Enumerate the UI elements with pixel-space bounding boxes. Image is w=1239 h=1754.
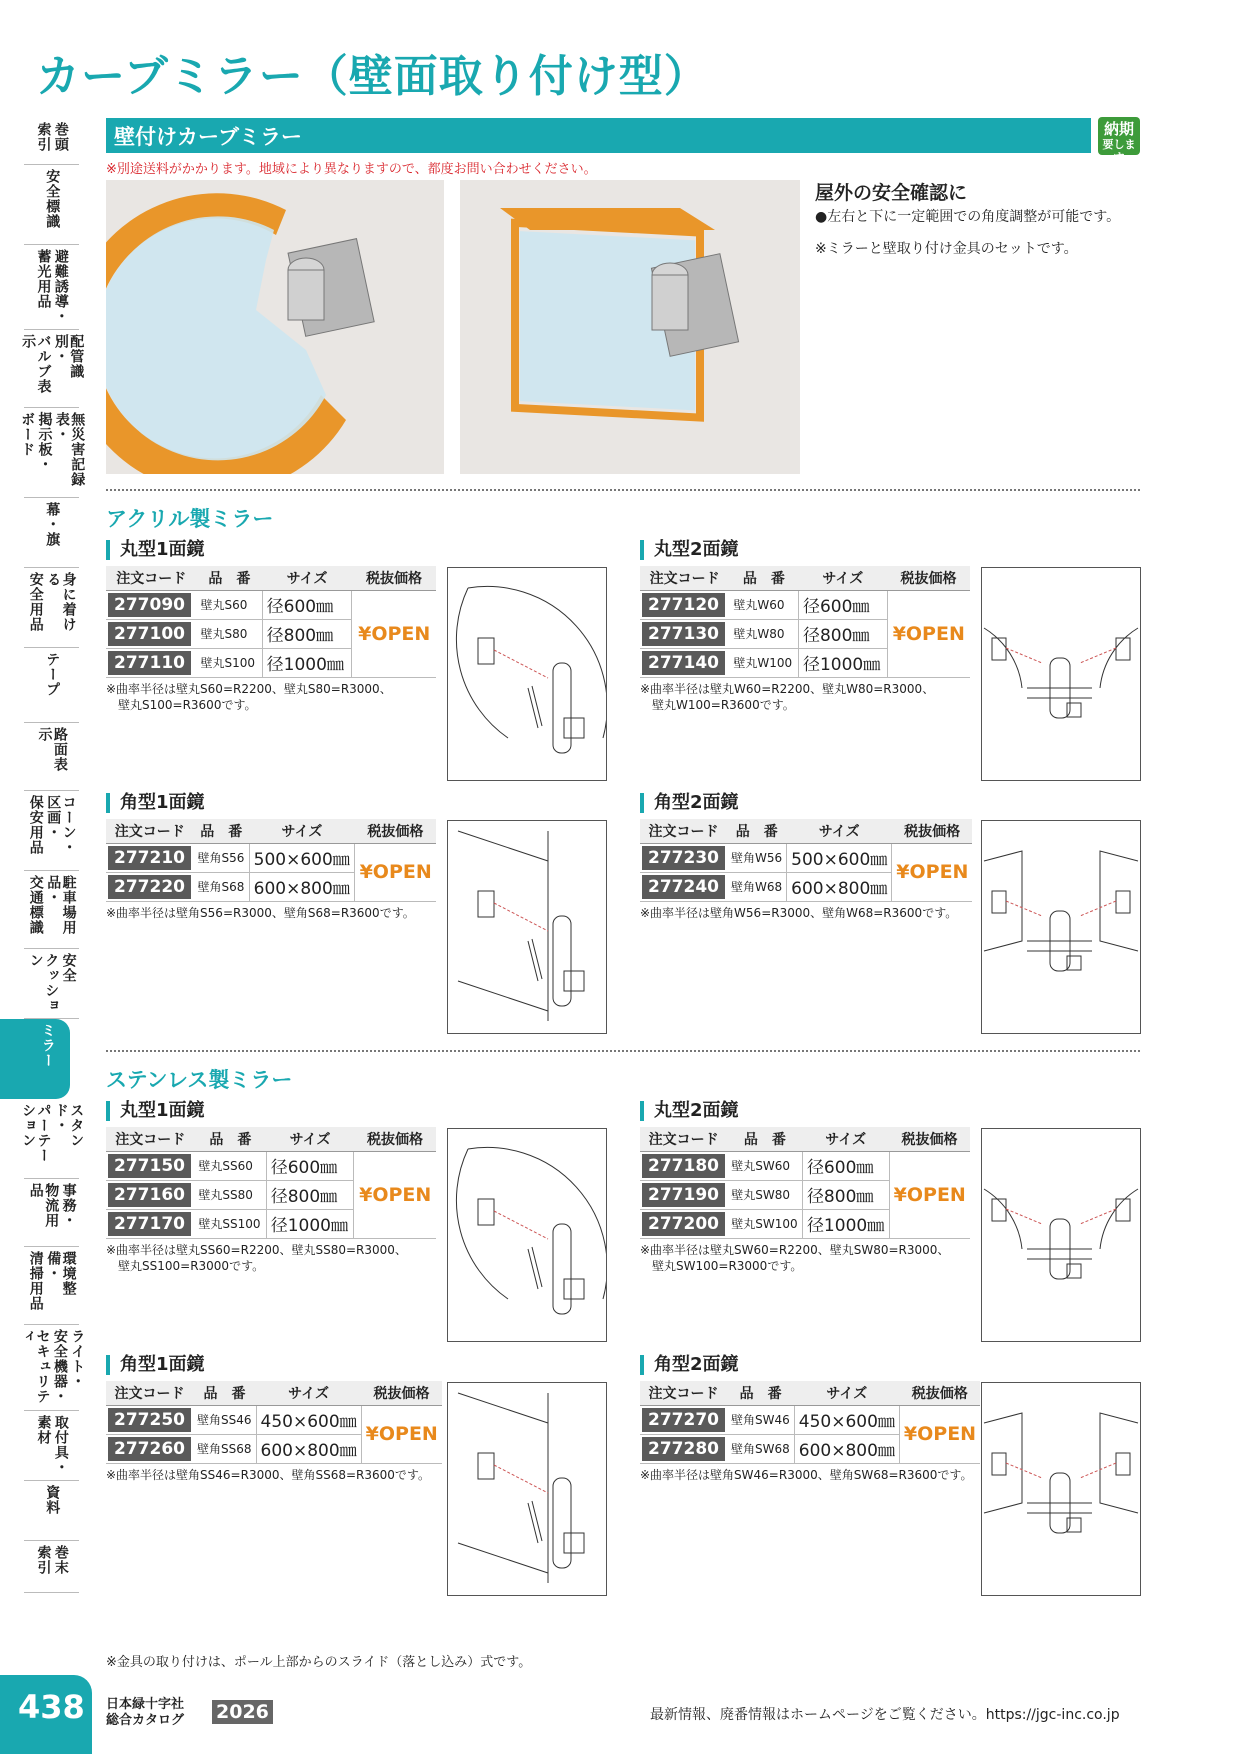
- mounting-diagram: [981, 567, 1141, 781]
- mounting-diagram: [447, 820, 607, 1034]
- column-header-size: サイズ: [787, 819, 892, 843]
- model-number: 壁丸S80: [197, 619, 263, 648]
- size-value: 径1000㎜: [802, 1209, 889, 1238]
- curvature-note: ※曲率半径は壁丸S60=R2200、壁丸S80=R3000、: [106, 681, 392, 696]
- delivery-badge-line1: 納期: [1103, 120, 1134, 138]
- section-title: 壁付けカーブミラー: [106, 118, 1091, 153]
- sidebar-item[interactable]: [24, 871, 79, 949]
- sidebar-item-label: 路面表示: [36, 727, 68, 772]
- sidebar-item-label: 安全: [60, 953, 77, 983]
- curvature-note: ※曲率半径は壁角S56=R3000、壁角S68=R3600です。: [106, 905, 415, 920]
- model-number: 壁丸SS100: [194, 1209, 266, 1238]
- table-row: [640, 843, 972, 872]
- sidebar-item-label: 安全機器・: [51, 1329, 68, 1404]
- model-number: 壁丸W80: [729, 619, 798, 648]
- sidebar-item-label: テープ: [44, 652, 61, 697]
- mounting-diagram: [447, 567, 607, 781]
- column-header-size: サイズ: [249, 819, 355, 843]
- sidebar-item-label: 蓄光用品: [35, 249, 52, 309]
- curvature-note: ※曲率半径は壁丸SS60=R2200、壁丸SS80=R3000、: [106, 1242, 407, 1257]
- column-header-model: 品 番: [727, 819, 787, 843]
- model-number: 壁角SS46: [193, 1405, 256, 1434]
- order-code: 277180: [642, 1154, 725, 1178]
- column-header-code: 注文コード: [106, 1381, 193, 1405]
- column-header-model: 品 番: [729, 566, 798, 590]
- model-number: 壁丸S100: [197, 648, 263, 677]
- sidebar-item[interactable]: [24, 165, 79, 245]
- column-header-size: サイズ: [266, 1127, 354, 1151]
- sidebar-item-label: 配管識別・: [52, 334, 85, 379]
- column-header-model: 品 番: [194, 1127, 266, 1151]
- spec-table: [640, 566, 970, 678]
- sidebar-item-label: ボード: [19, 412, 36, 457]
- size-value: 600×800㎜: [794, 1434, 899, 1463]
- order-code: 277260: [108, 1437, 191, 1461]
- model-number: 壁丸SS60: [194, 1151, 266, 1180]
- page-title: カーブミラー（壁面取り付け型）: [36, 51, 709, 102]
- size-value: 径800㎜: [266, 1180, 354, 1209]
- curvature-note: 壁丸S100=R3600です。: [106, 697, 257, 712]
- size-value: 500×600㎜: [787, 843, 892, 872]
- mounting-diagram: [447, 1382, 607, 1596]
- sidebar-item-label: 事務・: [60, 1183, 77, 1228]
- spec-table: [640, 1127, 970, 1239]
- catalog-year: 2026: [212, 1700, 273, 1724]
- model-number: 壁丸W100: [729, 648, 798, 677]
- sidebar-item[interactable]: [24, 1481, 79, 1541]
- model-number: 壁丸SS80: [194, 1180, 266, 1209]
- sidebar-item-label: 資料: [44, 1485, 61, 1515]
- model-number: 壁丸SW80: [727, 1180, 802, 1209]
- catalog-line1: 日本緑十字社: [106, 1697, 185, 1712]
- model-number: 壁丸W60: [729, 590, 798, 619]
- column-header-code: 注文コード: [640, 566, 729, 590]
- sidebar-item-label: 身に着ける: [45, 572, 77, 632]
- model-number: 壁角W68: [727, 872, 787, 901]
- sidebar-item-label: 環境整備・: [45, 1251, 77, 1296]
- sidebar-item[interactable]: [24, 1247, 79, 1325]
- column-header-price: 税抜価格: [361, 1381, 442, 1405]
- column-header-model: 品 番: [197, 566, 263, 590]
- column-header-code: 注文コード: [106, 1127, 194, 1151]
- feature-note: ※ミラーと壁取り付け金具のセットです。: [815, 241, 1078, 257]
- size-value: 450×600㎜: [794, 1405, 899, 1434]
- sidebar-item-label: バルブ表示: [20, 334, 52, 394]
- curvature-note: 壁丸W100=R3600です。: [640, 697, 795, 712]
- product-block-s_square1: [106, 1355, 442, 1483]
- product-block-s_round2: [640, 1101, 970, 1274]
- price-value: ¥OPEN: [352, 590, 436, 677]
- sidebar-item-label: 掲示板・: [36, 412, 53, 472]
- sidebar-item-label: セキュリティ: [19, 1329, 51, 1404]
- product-block-title: 角型1面鏡: [106, 793, 436, 813]
- spec-table: [106, 1381, 442, 1464]
- price-value: ¥OPEN: [899, 1405, 980, 1463]
- order-code: 277160: [108, 1183, 191, 1207]
- model-number: 壁丸S60: [197, 590, 263, 619]
- order-code: 277100: [108, 622, 191, 646]
- model-number: 壁丸SW100: [727, 1209, 802, 1238]
- order-code: 277150: [108, 1154, 191, 1178]
- divider: [106, 1050, 1140, 1052]
- order-code: 277250: [108, 1408, 191, 1432]
- table-row: [106, 1405, 442, 1434]
- sidebar-item[interactable]: [24, 1179, 79, 1247]
- size-value: 径1000㎜: [262, 648, 352, 677]
- order-code: 277190: [642, 1183, 725, 1207]
- column-header-size: サイズ: [262, 566, 352, 590]
- sidebar-item-label: 無災害記録表・: [53, 412, 86, 487]
- order-code: 277270: [642, 1408, 725, 1432]
- model-number: 壁丸SW60: [727, 1151, 802, 1180]
- product-block-title: 丸型2面鏡: [640, 540, 970, 560]
- page-number: 438: [18, 1688, 85, 1726]
- sidebar-item[interactable]: [0, 1019, 70, 1099]
- column-header-price: 税抜価格: [354, 1127, 436, 1151]
- divider: [106, 489, 1140, 491]
- sidebar-item-label: パーテーション: [20, 1103, 52, 1163]
- sidebar-item-label: 避難誘導・: [52, 249, 69, 324]
- sidebar-item[interactable]: [20, 1099, 85, 1179]
- table-row: [106, 590, 436, 619]
- order-code: 277220: [108, 875, 191, 899]
- column-header-price: 税抜価格: [887, 566, 970, 590]
- product-block-a_round2: [640, 540, 970, 713]
- size-value: 径800㎜: [802, 1180, 889, 1209]
- column-header-price: 税抜価格: [892, 819, 973, 843]
- sidebar-item[interactable]: [24, 949, 79, 1019]
- sidebar-item[interactable]: [19, 408, 86, 498]
- column-header-size: サイズ: [802, 1127, 889, 1151]
- size-value: 500×600㎜: [249, 843, 355, 872]
- delivery-badge: [1098, 117, 1140, 165]
- price-value: ¥OPEN: [889, 1151, 970, 1238]
- spec-table: [640, 1381, 980, 1464]
- stainless-category-title: ステンレス製ミラー: [106, 1068, 293, 1092]
- column-header-model: 品 番: [727, 1381, 794, 1405]
- product-block-a_square2: [640, 793, 972, 921]
- order-code: 277140: [642, 651, 725, 675]
- column-header-code: 注文コード: [640, 1127, 727, 1151]
- sidebar-item-label: 索引: [35, 122, 52, 152]
- price-value: ¥OPEN: [354, 1151, 436, 1238]
- size-value: 径600㎜: [798, 590, 887, 619]
- spec-table: [106, 819, 436, 902]
- size-value: 600×800㎜: [256, 1434, 361, 1463]
- catalog-name: [106, 1697, 184, 1728]
- table-row: [106, 843, 436, 872]
- sidebar-item[interactable]: [24, 1411, 79, 1481]
- sidebar-item-label: ミラー: [39, 1023, 56, 1068]
- curvature-note: ※曲率半径は壁丸W60=R2200、壁丸W80=R3000、: [640, 681, 935, 696]
- product-block-a_square1: [106, 793, 436, 921]
- column-header-size: サイズ: [794, 1381, 899, 1405]
- size-value: 径1000㎜: [266, 1209, 354, 1238]
- product-block-a_round1: [106, 540, 436, 713]
- column-header-model: 品 番: [727, 1127, 802, 1151]
- order-code: 277120: [642, 593, 725, 617]
- curvature-note: 壁丸SW100=R3000です。: [640, 1258, 803, 1273]
- product-block-title: 角型2面鏡: [640, 793, 972, 813]
- product-block-title: 角型1面鏡: [106, 1355, 442, 1375]
- sidebar-item-label: 巻末: [52, 1545, 69, 1575]
- model-number: 壁角SW46: [727, 1405, 794, 1434]
- sidebar-item[interactable]: [24, 245, 79, 330]
- acrylic-category-title: アクリル製ミラー: [106, 507, 274, 531]
- sidebar-item[interactable]: [24, 568, 79, 648]
- table-row: [640, 1151, 970, 1180]
- spec-table: [640, 819, 972, 902]
- product-block-title: 角型2面鏡: [640, 1355, 980, 1375]
- order-code: 277110: [108, 651, 191, 675]
- size-value: 450×600㎜: [256, 1405, 361, 1434]
- sidebar-item-label: 索引: [35, 1545, 52, 1575]
- sidebar-item-label: 駐車場用品・: [45, 875, 77, 935]
- size-value: 径800㎜: [262, 619, 352, 648]
- column-header-price: 税抜価格: [899, 1381, 980, 1405]
- footer-info: 最新情報、廃番情報はホームページをご覧ください。https://jgc-inc.co.jp: [650, 1707, 1120, 1723]
- sidebar-item-label: 幕・旗: [44, 502, 61, 547]
- size-value: 径600㎜: [266, 1151, 354, 1180]
- sidebar-item-label: クッション: [27, 953, 60, 1013]
- sidebar-item[interactable]: [24, 1541, 79, 1593]
- sidebar-item-label: 巻頭: [52, 122, 69, 152]
- price-value: ¥OPEN: [887, 590, 970, 677]
- column-header-code: 注文コード: [640, 819, 727, 843]
- mounting-note: ※金具の取り付けは、ポール上部からのスライド（落とし込み）式です。: [106, 1655, 532, 1670]
- size-value: 径800㎜: [798, 619, 887, 648]
- table-row: [640, 590, 970, 619]
- size-value: 径600㎜: [802, 1151, 889, 1180]
- spec-table: [106, 1127, 436, 1239]
- round-mirror-photo: [106, 180, 444, 474]
- column-header-code: 注文コード: [106, 566, 197, 590]
- sidebar-item-label: 安全用品: [27, 572, 44, 632]
- delivery-badge-line2: 要します: [1102, 138, 1136, 165]
- price-value: ¥OPEN: [892, 843, 973, 901]
- model-number: 壁角W56: [727, 843, 787, 872]
- product-block-title: 丸型2面鏡: [640, 1101, 970, 1121]
- table-row: [640, 1405, 980, 1434]
- spec-table: [106, 566, 436, 678]
- price-value: ¥OPEN: [361, 1405, 442, 1463]
- curvature-note: ※曲率半径は壁角SW46=R3000、壁角SW68=R3600です。: [640, 1467, 973, 1482]
- sidebar-item-label: ライト・: [69, 1329, 86, 1389]
- sidebar-item-label: 安全標識: [44, 169, 61, 229]
- column-header-price: 税抜価格: [355, 819, 436, 843]
- sidebar-item-label: 保安用品: [27, 795, 44, 855]
- curvature-note: 壁丸SS100=R3000です。: [106, 1258, 265, 1273]
- model-number: 壁角S68: [193, 872, 249, 901]
- order-code: 277240: [642, 875, 725, 899]
- sidebar-item-label: 物流用品: [27, 1183, 60, 1228]
- sidebar-item[interactable]: [24, 723, 79, 791]
- curvature-note: ※曲率半径は壁丸SW60=R2200、壁丸SW80=R3000、: [640, 1242, 950, 1257]
- product-block-title: 丸型1面鏡: [106, 1101, 436, 1121]
- size-value: 600×800㎜: [787, 872, 892, 901]
- sidebar-item-label: スタンド・: [52, 1103, 85, 1148]
- mounting-diagram: [447, 1128, 607, 1342]
- shipping-note: ※別途送料がかかります。地域により異なりますので、都度お問い合わせください。: [106, 162, 597, 177]
- square-mirror-photo: [460, 180, 800, 474]
- column-header-code: 注文コード: [640, 1381, 727, 1405]
- curvature-note: ※曲率半径は壁角SS46=R3000、壁角SS68=R3600です。: [106, 1467, 430, 1482]
- order-code: 277130: [642, 622, 725, 646]
- column-header-size: サイズ: [256, 1381, 361, 1405]
- mounting-diagram: [981, 820, 1141, 1034]
- order-code: 277230: [642, 846, 725, 870]
- price-value: ¥OPEN: [355, 843, 436, 901]
- model-number: 壁角SS68: [193, 1434, 256, 1463]
- size-value: 径600㎜: [262, 590, 352, 619]
- sidebar-item[interactable]: [24, 791, 79, 871]
- order-code: 277200: [642, 1212, 725, 1236]
- sidebar-item-label: コーン・区画・: [45, 795, 77, 855]
- size-value: 600×800㎜: [249, 872, 355, 901]
- mounting-diagram: [981, 1128, 1141, 1342]
- mounting-diagram: [981, 1382, 1141, 1596]
- sidebar-item-label: 交通標識: [27, 875, 44, 935]
- column-header-size: サイズ: [798, 566, 887, 590]
- column-header-code: 注文コード: [106, 819, 193, 843]
- product-block-title: 丸型1面鏡: [106, 540, 436, 560]
- sidebar-item[interactable]: [24, 498, 79, 568]
- order-code: 277210: [108, 846, 191, 870]
- column-header-price: 税抜価格: [352, 566, 436, 590]
- column-header-model: 品 番: [193, 819, 249, 843]
- order-code: 277280: [642, 1437, 725, 1461]
- product-block-s_round1: [106, 1101, 436, 1274]
- sidebar-item[interactable]: [20, 330, 85, 408]
- feature-title: 屋外の安全確認に: [815, 182, 968, 204]
- column-header-model: 品 番: [193, 1381, 256, 1405]
- catalog-line2: 総合カタログ: [106, 1712, 185, 1728]
- curvature-note: ※曲率半径は壁角W56=R3000、壁角W68=R3600です。: [640, 905, 958, 920]
- column-header-price: 税抜価格: [889, 1127, 970, 1151]
- model-number: 壁角SW68: [727, 1434, 794, 1463]
- sidebar-item[interactable]: [24, 118, 79, 165]
- sidebar-item-label: 素材: [35, 1415, 52, 1445]
- sidebar-item[interactable]: [19, 1325, 86, 1411]
- product-block-s_square2: [640, 1355, 980, 1483]
- feature-bullet: ●左右と下に一定範囲での角度調整が可能です。: [815, 209, 1121, 225]
- sidebar-item[interactable]: [24, 648, 79, 723]
- order-code: 277090: [108, 593, 191, 617]
- sidebar-item-label: 取付具・: [52, 1415, 69, 1475]
- sidebar-item-label: 清掃用品: [27, 1251, 44, 1311]
- table-row: [106, 1151, 436, 1180]
- size-value: 径1000㎜: [798, 648, 887, 677]
- order-code: 277170: [108, 1212, 191, 1236]
- category-sidebar: [19, 118, 92, 1593]
- model-number: 壁角S56: [193, 843, 249, 872]
